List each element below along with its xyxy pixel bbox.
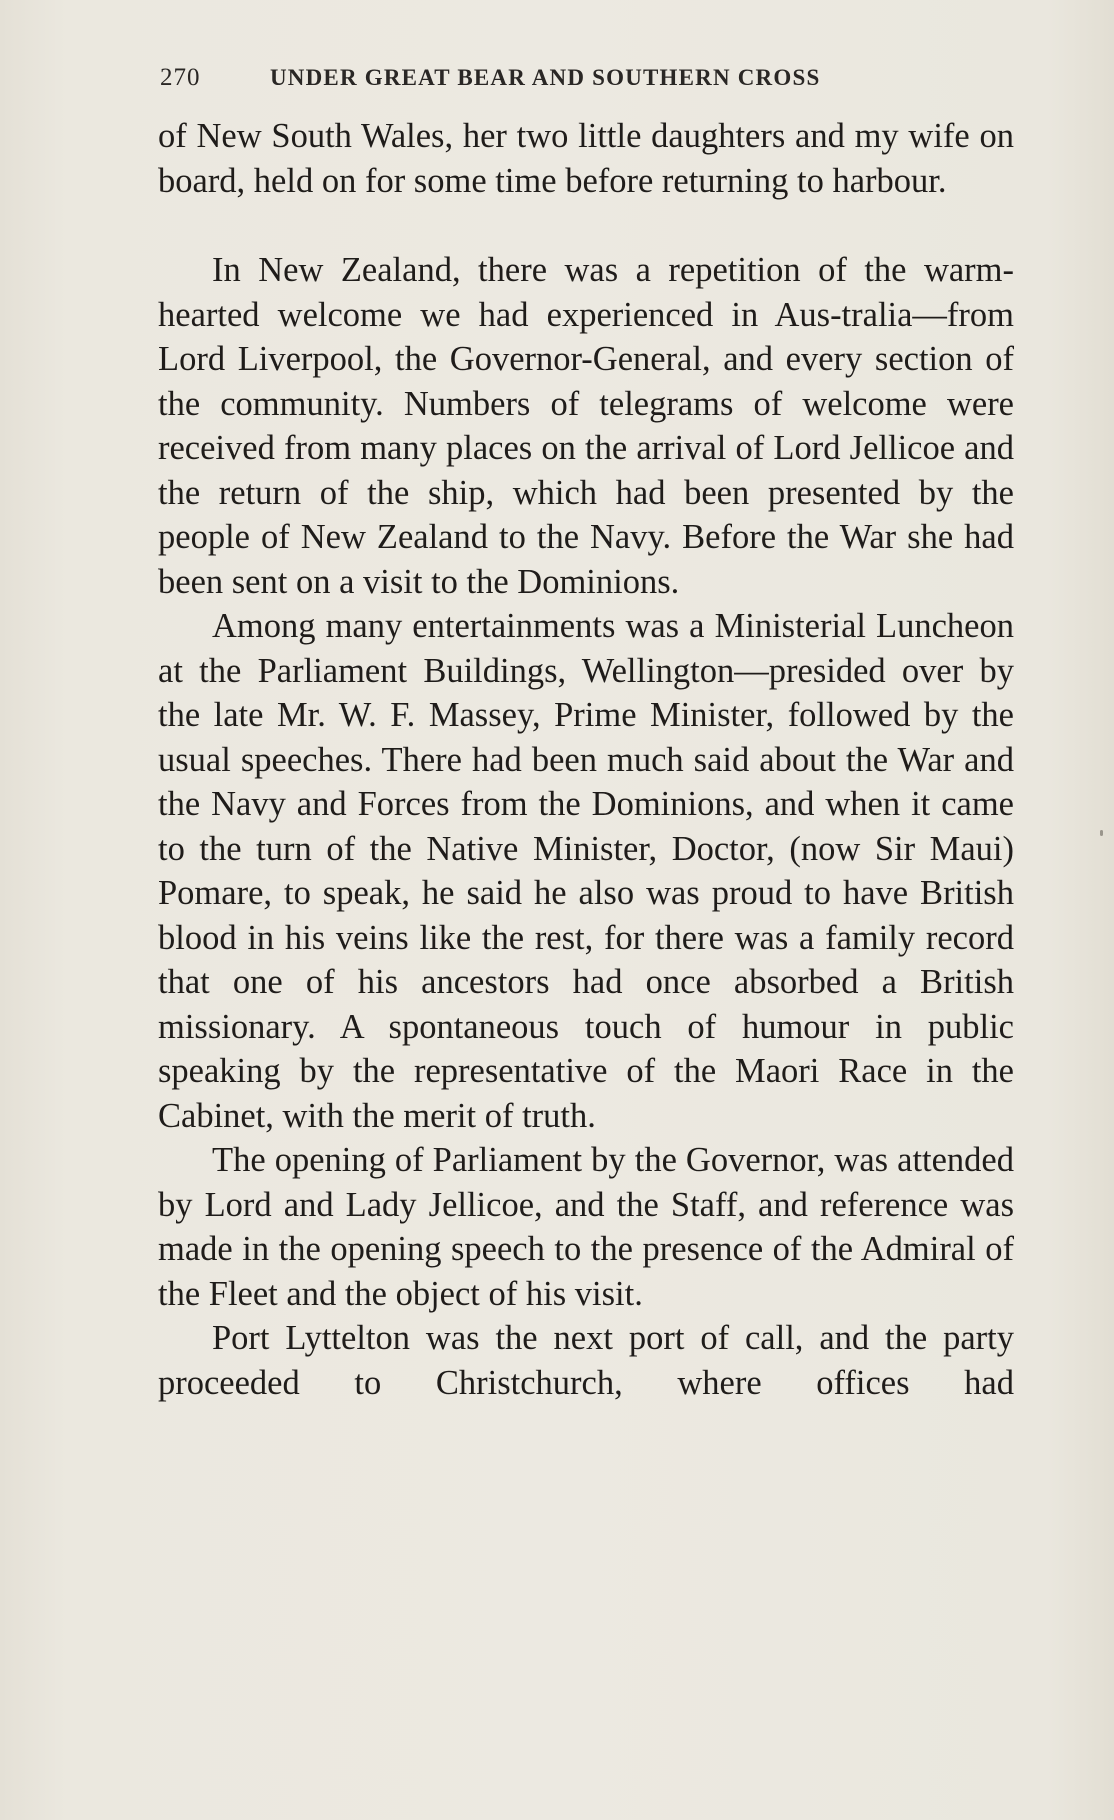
- body-text: [158, 114, 1014, 1405]
- paragraph-1: of New South Wales, her two little daughters and my wife on board, held on for some time before returning to harbour.: [158, 117, 1014, 200]
- paragraph-5: Port Lyttelton was the next port of call, and the party proceeded to Christchurch, where offices had: [158, 1319, 1014, 1402]
- paragraph-4: The opening of Parliament by the Governor, was attended by Lord and Lady Jellicoe, and the Staff, and reference was made in the opening speech to the presence of the Admiral of the Fleet and the object of his visit.: [158, 1141, 1014, 1313]
- running-title: UNDER GREAT BEAR AND SOUTHERN CROSS: [270, 65, 821, 90]
- page-number: 270: [160, 64, 201, 91]
- paragraph-2: In New Zealand, there was a repetition of the warm-hearted welcome we had experienced in Aus-tralia—from Lord Liverpool, the Governor-General, and every section of the community. Numbers of telegrams of welcome were received from many places on the arrival of Lord Jellicoe and the return of the ship, which had been presented by the people of New Zealand to the Navy. Before the War she had been sent on a visit to the Dominions.: [158, 251, 1014, 601]
- paper-speck: [1100, 830, 1103, 836]
- section-gap: [158, 203, 1014, 248]
- paragraph-3: Among many entertainments was a Ministerial Luncheon at the Parliament Buildings, Wellington—presided over by the late Mr. W. F. Massey, Prime Minister, followed by the usual speeches. There had been much said about the War and the Navy and Forces from the Dominions, and when it came to the turn of the Native Minister, Doctor, (now Sir Maui) Pomare, to speak, he said he also was proud to have British blood in his veins like the rest, for there was a family record that one of his ancestors had once absorbed a British missionary. A spontaneous touch of humour in public speaking by the representative of the Maori Race in the Cabinet, with the merit of truth.: [158, 607, 1014, 1135]
- page-header: [160, 58, 1020, 98]
